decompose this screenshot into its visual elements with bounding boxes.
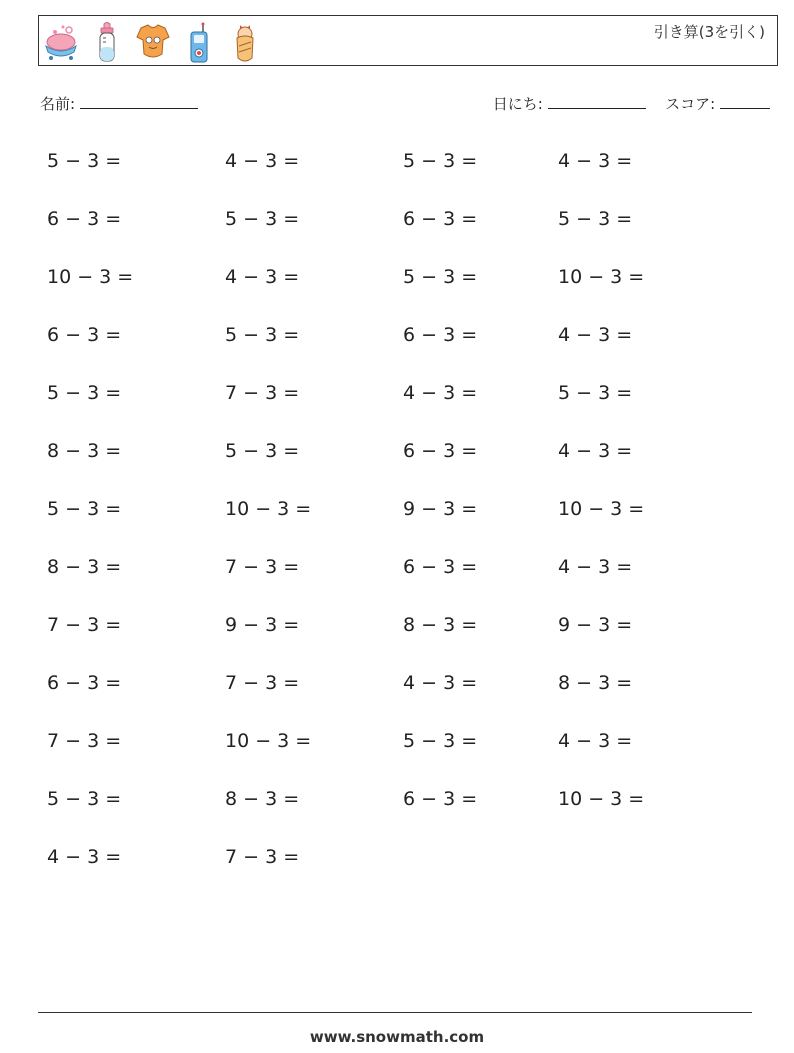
problem-item: 4 − 3 = <box>403 382 478 404</box>
footer-url[interactable]: www.snowmath.com <box>309 1028 485 1046</box>
problem-item: 4 − 3 = <box>558 730 633 752</box>
problem-item: 4 − 3 = <box>558 556 633 578</box>
problem-item: 6 − 3 = <box>403 556 478 578</box>
problem-item: 9 − 3 = <box>225 614 300 636</box>
problem-item: 5 − 3 = <box>47 498 122 520</box>
problem-item: 10 − 3 = <box>47 266 134 288</box>
name-label: 名前: <box>40 95 76 113</box>
footer-divider <box>38 1012 752 1013</box>
problem-item: 10 − 3 = <box>558 788 645 810</box>
problem-item: 7 − 3 = <box>225 846 300 868</box>
problem-item: 8 − 3 = <box>47 440 122 462</box>
problem-item: 7 − 3 = <box>225 556 300 578</box>
problem-item: 5 − 3 = <box>558 382 633 404</box>
problem-item: 10 − 3 = <box>225 498 312 520</box>
problem-item: 9 − 3 = <box>403 498 478 520</box>
problem-item: 7 − 3 = <box>47 614 122 636</box>
problem-item: 8 − 3 = <box>558 672 633 694</box>
problem-item: 6 − 3 = <box>47 672 122 694</box>
score-label: スコア: <box>665 95 716 113</box>
problem-item: 4 − 3 = <box>403 672 478 694</box>
problem-item: 5 − 3 = <box>47 382 122 404</box>
problem-item: 6 − 3 = <box>403 208 478 230</box>
problem-item: 5 − 3 = <box>47 788 122 810</box>
problem-item: 9 − 3 = <box>558 614 633 636</box>
problem-item: 5 − 3 = <box>403 730 478 752</box>
worksheet-title: 引き算(3を引く) <box>653 23 765 41</box>
problem-item: 5 − 3 = <box>225 324 300 346</box>
problem-item: 5 − 3 = <box>403 266 478 288</box>
problem-item: 4 − 3 = <box>225 266 300 288</box>
problem-item: 5 − 3 = <box>225 208 300 230</box>
problem-item: 10 − 3 = <box>558 498 645 520</box>
problem-item: 6 − 3 = <box>47 324 122 346</box>
problem-item: 6 − 3 = <box>403 788 478 810</box>
problem-item: 4 − 3 = <box>558 150 633 172</box>
problem-item: 7 − 3 = <box>225 672 300 694</box>
problem-item: 4 − 3 = <box>47 846 122 868</box>
date-label: 日にち: <box>492 95 543 113</box>
problem-item: 4 − 3 = <box>558 324 633 346</box>
problem-item: 8 − 3 = <box>47 556 122 578</box>
problem-item: 8 − 3 = <box>225 788 300 810</box>
problem-item: 5 − 3 = <box>558 208 633 230</box>
problem-item: 4 − 3 = <box>225 150 300 172</box>
problem-item: 6 − 3 = <box>403 324 478 346</box>
problem-item: 8 − 3 = <box>403 614 478 636</box>
problem-item: 6 − 3 = <box>47 208 122 230</box>
problem-item: 10 − 3 = <box>558 266 645 288</box>
problem-item: 5 − 3 = <box>225 440 300 462</box>
problem-item: 4 − 3 = <box>558 440 633 462</box>
problem-item: 5 − 3 = <box>47 150 122 172</box>
problem-item: 5 − 3 = <box>403 150 478 172</box>
problem-item: 7 − 3 = <box>47 730 122 752</box>
problem-item: 7 − 3 = <box>225 382 300 404</box>
problem-item: 6 − 3 = <box>403 440 478 462</box>
problem-item: 10 − 3 = <box>225 730 312 752</box>
